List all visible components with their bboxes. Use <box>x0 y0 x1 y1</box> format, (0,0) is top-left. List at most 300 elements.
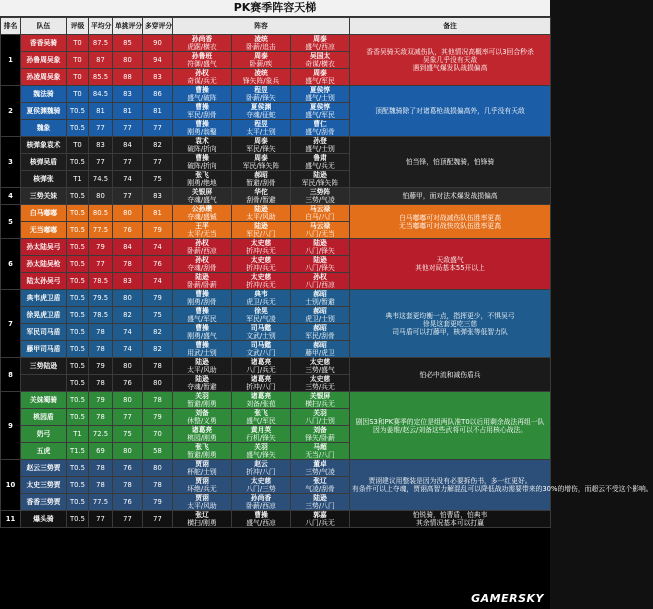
tactic-pair: 坏绝/兵无 <box>187 485 217 493</box>
general-name: 夏侯渊 <box>250 103 272 111</box>
tier-note: 怕藤甲，面对法术爆发战损偏高 <box>350 188 551 205</box>
general-name: 马云禄 <box>309 222 331 230</box>
tactic-pair: 八门/三势 <box>246 485 276 493</box>
tier-rank: 10 <box>1 460 21 511</box>
tactic-pair: 太平/无当 <box>187 230 217 238</box>
general-name: 孙尚香 <box>250 494 272 502</box>
team-name: 桃园盾 <box>21 409 67 426</box>
general-name: 陆逊 <box>254 205 268 213</box>
general-name: 陆逊 <box>313 256 327 264</box>
team-multi: 94 <box>143 52 173 69</box>
general-name: 曹操 <box>195 341 209 349</box>
tactic-pair: 奇谋/横衣 <box>305 60 335 68</box>
team-level: T0.5 <box>67 154 89 171</box>
team-level: T0.5 <box>67 256 89 273</box>
team-level: T0 <box>67 35 89 52</box>
general-name: 陆逊 <box>195 273 209 281</box>
tier-note: 怕当锋，怕顶配魏骑，怕锋骑 <box>350 137 551 188</box>
lineup-slot <box>232 324 291 341</box>
tactic-pair: 藤甲/虎卫 <box>305 349 335 357</box>
team-avg: 87.5 <box>89 35 113 52</box>
team-avg: 77 <box>89 256 113 273</box>
lineup-slot <box>232 120 291 137</box>
general-name: 周泰 <box>313 35 327 43</box>
team-level: T0.5 <box>67 273 89 290</box>
header-row <box>1 18 551 35</box>
tactic-pair: 卧薪/卧薪 <box>187 281 217 289</box>
ladder-body <box>1 35 653 528</box>
tier-note: 香香吴骑天敌双减伤队，其他情况高概率可以3回合秒杀 吴象几乎没有天敌 遇到盛气爆发队战损偏高 <box>350 35 551 86</box>
lineup-slot <box>291 477 350 494</box>
general-name: 徐晃 <box>254 307 268 315</box>
lineup-slot <box>291 171 350 188</box>
tactic-pair: 三势/气凌 <box>305 468 335 476</box>
general-name: 郝昭 <box>313 324 327 332</box>
tactic-pair: 杯舵/士别 <box>187 468 217 476</box>
team-single: 80 <box>113 443 143 460</box>
lineup-slot <box>173 256 232 273</box>
general-name: 诸葛亮 <box>250 375 272 383</box>
general-name: 董卓 <box>313 460 327 468</box>
general-name: 程昱 <box>254 86 268 94</box>
lineup-slot <box>291 256 350 273</box>
lineup-slot <box>232 103 291 120</box>
tactic-pair: 军民/刮骨 <box>187 111 217 119</box>
lineup-slot <box>232 52 291 69</box>
lineup-slot <box>232 511 291 528</box>
lineup-slot <box>291 392 350 409</box>
tactic-pair: 盛气/士别 <box>305 145 335 153</box>
tier-rank: 4 <box>1 188 21 205</box>
tactic-pair: 破阵/折向 <box>187 145 217 153</box>
general-name: 周泰 <box>254 52 268 60</box>
team-level: T0 <box>67 137 89 154</box>
team-name: 五虎 <box>21 443 67 460</box>
general-name: 吴国太 <box>309 52 331 60</box>
general-name: 陆逊 <box>195 358 209 366</box>
team-multi: 75 <box>143 171 173 188</box>
team-multi: 79 <box>143 290 173 307</box>
tactic-pair: 太平/士别 <box>246 128 276 136</box>
tier-rank: 1 <box>1 35 21 86</box>
team-level: T0.5 <box>67 494 89 511</box>
lineup-slot <box>291 205 350 222</box>
tactic-pair: 盛气/刮骨 <box>305 128 335 136</box>
team-avg: 78 <box>89 409 113 426</box>
team-name: 核弹象袁术 <box>21 137 67 154</box>
team-single: 83 <box>113 86 143 103</box>
team-name: 香香三势贾 <box>21 494 67 511</box>
team-level: T0.5 <box>67 460 89 477</box>
general-name: 马超 <box>313 443 327 451</box>
tactic-pair: 刚勇/刮骨 <box>187 298 217 306</box>
general-name: 孙登 <box>313 137 327 145</box>
tactic-pair: 折冲/兵无 <box>246 247 276 255</box>
team-name <box>21 375 67 392</box>
team-single: 80 <box>113 52 143 69</box>
team-name: 爆头骑 <box>21 511 67 528</box>
team-level: T0.5 <box>67 103 89 120</box>
team-name: 太史三势贾 <box>21 477 67 494</box>
ladder-table <box>0 17 653 528</box>
tactic-pair: 三势/兵无 <box>305 383 335 391</box>
general-name: 太史慈 <box>309 375 331 383</box>
tactic-pair: 盛气/锋矢 <box>246 451 276 459</box>
team-avg: 79 <box>89 358 113 375</box>
general-name: 曹操 <box>254 511 268 519</box>
lineup-slot <box>291 273 350 290</box>
team-avg: 83 <box>89 137 113 154</box>
header-level: 评级 <box>67 18 89 35</box>
team-single: 76 <box>113 494 143 511</box>
general-name: 公孙瓒 <box>191 205 213 213</box>
general-name: 司马懿 <box>250 341 272 349</box>
team-name: 白马嘟嘟 <box>21 205 67 222</box>
general-name: 郝昭 <box>313 290 327 298</box>
tactic-pair: 折冲/兵无 <box>246 264 276 272</box>
table-row <box>1 86 551 103</box>
team-level: T0.5 <box>67 511 89 528</box>
lineup-slot <box>291 426 350 443</box>
team-multi: 70 <box>143 426 173 443</box>
team-single: 78 <box>113 477 143 494</box>
general-name: 刘备 <box>195 409 209 417</box>
general-name: 陆逊 <box>313 494 327 502</box>
team-multi: 90 <box>143 35 173 52</box>
team-multi: 80 <box>143 375 173 392</box>
tier-note: 剧因S3和PK赛季的定位是组两队准T0以后用剩余战法再组一队 因为姜维/赵云/刘备这些武将可以不占用核心战法。 <box>350 392 551 460</box>
team-single: 77 <box>113 409 143 426</box>
team-single: 85 <box>113 35 143 52</box>
tactic-pair: 士别/暂避 <box>305 298 335 306</box>
table-row <box>1 137 551 154</box>
lineup-slot <box>173 375 232 392</box>
lineup-slot <box>232 409 291 426</box>
tactic-pair: 刚勇/盛气 <box>187 332 217 340</box>
general-name: 曹操 <box>195 103 209 111</box>
table-row <box>1 35 551 52</box>
lineup-slot <box>291 86 350 103</box>
tactic-pair: 文武/八门 <box>246 349 276 357</box>
general-name: 太史慈 <box>250 256 272 264</box>
header-lineup: 阵容 <box>173 18 350 35</box>
team-single: 78 <box>113 256 143 273</box>
tactic-pair: 横扫/兵无 <box>305 400 335 408</box>
general-name: 周泰 <box>254 154 268 162</box>
team-name: 孙凌周吴象 <box>21 69 67 86</box>
tactic-pair: 八门/兵无 <box>305 519 335 527</box>
lineup-slot <box>173 443 232 460</box>
tactic-pair: 用武/士别 <box>187 349 217 357</box>
header-rank: 排名 <box>1 18 21 35</box>
lineup-slot <box>291 324 350 341</box>
tactic-pair: 折冲/八门 <box>246 468 276 476</box>
lineup-slot <box>173 358 232 375</box>
lineup-slot <box>232 222 291 239</box>
table-row <box>1 290 551 307</box>
lineup-slot <box>291 35 350 52</box>
general-name: 凌统 <box>254 35 268 43</box>
general-name: 关羽 <box>313 409 327 417</box>
lineup-slot <box>173 290 232 307</box>
general-name: 陆逊 <box>195 375 209 383</box>
team-name: 孙鲁周吴象 <box>21 52 67 69</box>
team-single: 76 <box>113 375 143 392</box>
general-name: 周泰 <box>313 69 327 77</box>
lineup-slot <box>232 256 291 273</box>
tactic-pair: 桃园/刚勇 <box>187 434 217 442</box>
team-name: 藤甲司马盾 <box>21 341 67 358</box>
team-multi: 77 <box>143 511 173 528</box>
tactic-pair: 盛气/西凉 <box>246 519 276 527</box>
lineup-slot <box>173 273 232 290</box>
lineup-slot <box>173 409 232 426</box>
team-name: 典韦虎卫盾 <box>21 290 67 307</box>
team-single: 77 <box>113 154 143 171</box>
team-name: 三势陆逊 <box>21 358 67 375</box>
tier-note: 白马嘟嘟可对战减伤队伍胜率更高 无当嘟嘟可对战快攻队伍胜率更高 <box>350 205 551 239</box>
general-name: 周泰 <box>254 137 268 145</box>
lineup-slot <box>232 477 291 494</box>
team-single: 80 <box>113 205 143 222</box>
header-single: 单挑评分 <box>113 18 143 35</box>
general-name: 诸葛亮 <box>191 426 213 434</box>
team-single: 76 <box>113 222 143 239</box>
lineup-slot <box>173 511 232 528</box>
tactic-pair: 军民/锋矢阵 <box>301 179 339 187</box>
lineup-slot <box>291 120 350 137</box>
tactic-pair: 横扫/刚勇 <box>187 519 217 527</box>
tier-note: 贾诩建议用整装是因为没有必要拆伤书，多一红更好。 有条件可以上夺魂，贾诩高智力解混乱可以降低战功需要带来的30%的增伤，而超云不受这个影响。 <box>350 460 551 511</box>
table-row <box>1 205 551 222</box>
tactic-pair: 三势/八门 <box>305 502 335 510</box>
lineup-slot <box>291 375 350 392</box>
general-name: 典韦 <box>254 290 268 298</box>
team-avg: 81 <box>89 103 113 120</box>
general-name: 诸葛亮 <box>250 392 272 400</box>
lineup-slot <box>173 69 232 86</box>
tier-rank: 9 <box>1 392 21 460</box>
tactic-pair: 军民/刮骨 <box>305 332 335 340</box>
page-title: PK赛季阵容天梯 <box>0 0 550 17</box>
team-multi: 74 <box>143 239 173 256</box>
lineup-slot <box>291 511 350 528</box>
tactic-pair: 折冲/兵无 <box>246 281 276 289</box>
lineup-slot <box>232 86 291 103</box>
team-level: T0.5 <box>67 188 89 205</box>
table-row <box>1 358 551 375</box>
team-single: 75 <box>113 426 143 443</box>
general-name: 张飞 <box>254 409 268 417</box>
lineup-slot <box>232 205 291 222</box>
team-single: 81 <box>113 103 143 120</box>
team-name: 夏侯渊魏骑 <box>21 103 67 120</box>
team-name: 徐晃虎卫盾 <box>21 307 67 324</box>
team-avg: 78 <box>89 460 113 477</box>
team-name: 陆太孙吴弓 <box>21 273 67 290</box>
general-name: 三势阵 <box>309 188 331 196</box>
team-multi: 78 <box>143 477 173 494</box>
lineup-slot <box>291 341 350 358</box>
tactic-pair: 刚勇/绝地 <box>187 179 217 187</box>
lineup-slot <box>173 171 232 188</box>
team-level: T0 <box>67 86 89 103</box>
lineup-slot <box>173 103 232 120</box>
lineup-slot <box>173 460 232 477</box>
team-multi: 58 <box>143 443 173 460</box>
team-avg: 79.5 <box>89 290 113 307</box>
team-name: 核弹吴盾 <box>21 154 67 171</box>
team-avg: 85.5 <box>89 69 113 86</box>
general-name: 诸葛亮 <box>250 358 272 366</box>
general-name: 华佗 <box>254 188 268 196</box>
general-name: 曹操 <box>195 290 209 298</box>
team-single: 74 <box>113 171 143 188</box>
tactic-pair: 休整/义勇 <box>187 417 217 425</box>
tactic-pair: 盛气/兵无 <box>305 162 335 170</box>
team-multi: 86 <box>143 86 173 103</box>
lineup-slot <box>291 222 350 239</box>
team-level: T1 <box>67 171 89 188</box>
lineup-slot <box>232 307 291 324</box>
tactic-pair: 夺魂/盛铖 <box>187 213 217 221</box>
tier-note: 顶配魏骑除了对诸葛枪战损偏高外，几乎没有天敌 <box>350 86 551 137</box>
tactic-pair: 军民/气凌 <box>246 315 276 323</box>
team-multi: 78 <box>143 392 173 409</box>
tactic-pair: 盛气/军民 <box>305 111 335 119</box>
team-level: T0.5 <box>67 392 89 409</box>
lineup-slot <box>291 188 350 205</box>
general-name: 太史慈 <box>250 239 272 247</box>
general-name: 司马懿 <box>250 324 272 332</box>
tactic-pair: 夺魂/盛气 <box>187 196 217 204</box>
general-name: 关羽 <box>195 392 209 400</box>
lineup-slot <box>291 52 350 69</box>
tier-note: 天敌盛气 其他对局基本55开以上 <box>350 239 551 290</box>
tactic-pair: 刮骨/暂避 <box>246 196 276 204</box>
tactic-pair: 卧薪/锋矢 <box>246 94 276 102</box>
lineup-slot <box>232 443 291 460</box>
team-single: 88 <box>113 69 143 86</box>
tactic-pair: 盛气/军民 <box>246 417 276 425</box>
lineup-slot <box>232 188 291 205</box>
tactic-pair: 锋矢/卧薪 <box>305 434 335 442</box>
team-avg: 78.5 <box>89 273 113 290</box>
lineup-slot <box>173 392 232 409</box>
lineup-slot <box>173 494 232 511</box>
lineup-slot <box>232 273 291 290</box>
tactic-pair: 暂避/刚勇 <box>187 451 217 459</box>
watermark-logo: GAMERSKY <box>471 592 544 605</box>
header-avg: 平均分 <box>89 18 113 35</box>
team-avg: 80.5 <box>89 205 113 222</box>
tier-rank: 6 <box>1 239 21 290</box>
team-multi: 75 <box>143 307 173 324</box>
tactic-pair: 八门/无当 <box>305 230 335 238</box>
general-name: 曹操 <box>195 307 209 315</box>
tactic-pair: 军民/锋矢 <box>246 145 276 153</box>
team-level: T0 <box>67 69 89 86</box>
team-level: T0.5 <box>67 375 89 392</box>
general-name: 孙权 <box>195 239 209 247</box>
team-name: 军民司马盾 <box>21 324 67 341</box>
general-name: 黄月英 <box>250 426 272 434</box>
lineup-slot <box>232 69 291 86</box>
team-name: 魏法骑 <box>21 86 67 103</box>
tactic-pair: 刚勇/翁鑿 <box>187 128 217 136</box>
team-avg: 79 <box>89 239 113 256</box>
general-name: 张飞 <box>195 443 209 451</box>
general-name: 关银屏 <box>191 188 213 196</box>
team-single: 84 <box>113 137 143 154</box>
general-name: 陆逊 <box>313 239 327 247</box>
team-name: 孙太陆吴枪 <box>21 256 67 273</box>
tactic-pair: 无当/八门 <box>305 451 335 459</box>
team-multi: 82 <box>143 324 173 341</box>
team-multi: 77 <box>143 154 173 171</box>
lineup-slot <box>232 358 291 375</box>
lineup-slot <box>291 290 350 307</box>
tactic-pair: 八门/锋矢 <box>305 247 335 255</box>
lineup-slot <box>232 375 291 392</box>
team-avg: 77.5 <box>89 494 113 511</box>
general-name: 程昱 <box>254 120 268 128</box>
lineup-slot <box>232 137 291 154</box>
general-name: 刘备 <box>313 426 327 434</box>
team-single: 77 <box>113 120 143 137</box>
table-row <box>1 239 551 256</box>
team-single: 76 <box>113 460 143 477</box>
tactic-pair: 盛气/士别 <box>305 94 335 102</box>
lineup-slot <box>232 426 291 443</box>
tactic-pair: 卧薪/疾 <box>249 60 273 68</box>
tactic-pair: 八门/西凉 <box>305 281 335 289</box>
lineup-slot <box>291 154 350 171</box>
lineup-slot <box>173 324 232 341</box>
team-name: 三势关妹 <box>21 188 67 205</box>
tactic-pair: 夺魂/刮骨 <box>187 264 217 272</box>
team-level: T1.5 <box>67 443 89 460</box>
tactic-pair: 折冲/八门 <box>246 383 276 391</box>
general-name: 郭嘉 <box>313 511 327 519</box>
lineup-slot <box>291 307 350 324</box>
general-name: 贾诩 <box>195 477 209 485</box>
lineup-slot <box>173 35 232 52</box>
lineup-slot <box>173 205 232 222</box>
lineup-slot <box>173 120 232 137</box>
general-name: 关银屏 <box>309 392 331 400</box>
lineup-slot <box>232 494 291 511</box>
team-multi: 83 <box>143 188 173 205</box>
team-multi: 77 <box>143 120 173 137</box>
tactic-pair: 三势/盛气 <box>305 366 335 374</box>
tactic-pair: 太平/风助 <box>187 502 217 510</box>
general-name: 王平 <box>195 222 209 230</box>
general-name: 张辽 <box>313 477 327 485</box>
team-avg: 78 <box>89 324 113 341</box>
lineup-slot <box>173 52 232 69</box>
general-name: 赵云 <box>254 460 268 468</box>
general-name: 郝昭 <box>313 307 327 315</box>
general-name: 曹仁 <box>313 120 327 128</box>
table-row <box>1 188 551 205</box>
lineup-slot <box>291 103 350 120</box>
lineup-slot <box>291 239 350 256</box>
tier-rank: 3 <box>1 137 21 188</box>
team-level: T0.5 <box>67 409 89 426</box>
team-single: 77 <box>113 511 143 528</box>
team-level: T0.5 <box>67 477 89 494</box>
